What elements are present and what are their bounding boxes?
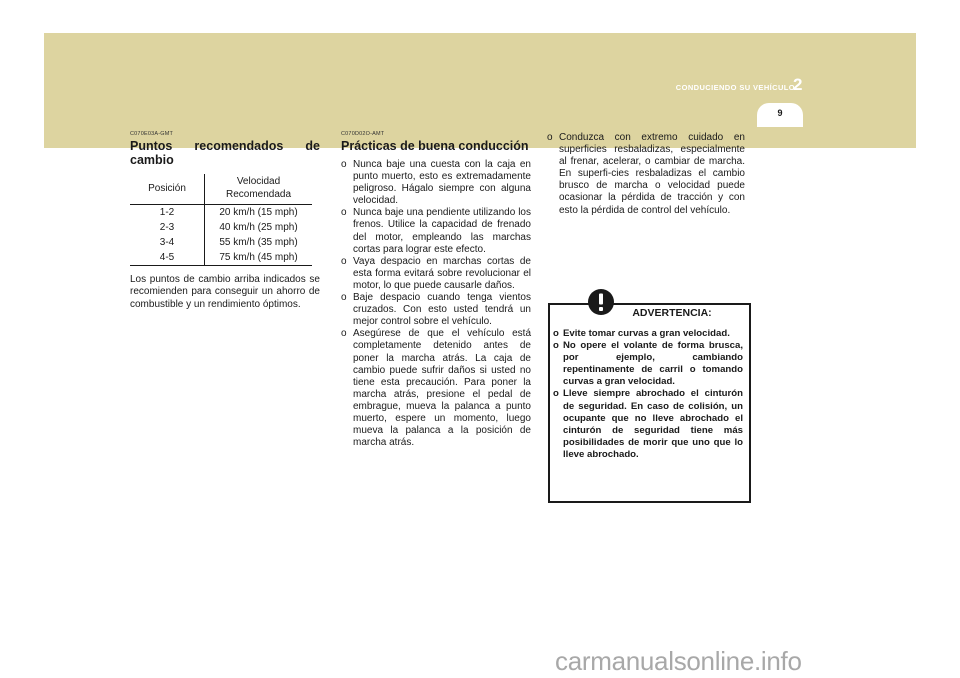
page-number: 9	[777, 108, 783, 118]
gear-section	[130, 131, 320, 311]
cell-position: 4-5	[130, 250, 205, 266]
list-item-text: Baje despacio cuando tenga vientos cruzados. Con esto usted tendrá un mejor control sobre el vehículo.	[353, 292, 531, 328]
cell-speed: 55 km/h (35 mph)	[219, 237, 298, 248]
table-row	[130, 205, 312, 221]
bullet-marker: o	[553, 328, 559, 339]
watermark: carmanualsonline.info	[555, 646, 802, 676]
table-row	[130, 235, 312, 250]
list-item	[341, 328, 531, 449]
list-item-text: Conduzca con extremo cuidado en superficies resbaladizas, especialmente al frenar, acelerar, o cambiar de marcha. En superfi-cies resbaladizas el cambio brusco de marcha o velocidad puede ocasionar la pérdida de tracción y con esto la pérdida de control del vehículo.	[559, 132, 745, 216]
practices-list	[341, 159, 531, 449]
section-title: Prácticas de buena conducción	[341, 139, 529, 153]
list-item-text: Nunca baje una cuesta con la caja en punto muerto, esto es extremadamente peligroso. Hágalo siempre con alguna velocidad.	[353, 159, 531, 207]
gear-note: Los puntos de cambio arriba indicados se recomienden para conseguir un ahorro de combustible y un rendimiento óptimos.	[130, 274, 320, 310]
cell-speed: 40 km/h (25 mph)	[219, 222, 298, 233]
list-item-text: No opere el volante de forma brusca, por ejemplo, cambiando repentinamente de carril o tomando curvas a gran velocidad.	[563, 340, 743, 388]
table-row	[130, 250, 312, 266]
list-item	[553, 388, 743, 461]
list-item	[553, 328, 743, 340]
list-item	[341, 159, 531, 207]
list-item-text: Nunca baje una pendiente utilizando los frenos. Utilice la capacidad de frenado del motor, empleando las marchas cortas para lograr este efecto.	[353, 207, 531, 255]
practices-list-continued	[547, 132, 745, 217]
chapter-title: CONDUCIENDO SU VEHÍCULO	[675, 83, 795, 92]
list-item	[341, 207, 531, 255]
cell-position: 2-3	[130, 220, 205, 235]
list-item-text: Lleve siempre abrochado el cinturón de seguridad. En caso de colisión, un ocupante que no lleve abrochado el cinturón de seguridad tiene más posibilidades de morir que uno que lo lleve abrochado.	[563, 388, 743, 460]
header-speed: Velocidad Recomendada	[225, 176, 292, 200]
list-item	[341, 256, 531, 292]
bullet-marker: o	[341, 207, 347, 219]
header-position: Posición	[130, 174, 205, 205]
list-item	[341, 292, 531, 328]
warning-list-wrap	[553, 322, 743, 461]
list-item-text: Asegúrese de que el vehículo está completamente detenido antes de poner la marcha atrás. La caja de cambio puede sufrir daños si usted no tiene esta precaución. Para poner la marcha atrás, presione el pedal de embrague, mueva la palanca a punto muerto, espere un momento, luego mueva la palanca a la posición de marcha atrás.	[353, 328, 531, 449]
table-row	[130, 220, 312, 235]
bullet-marker: o	[547, 132, 553, 143]
practices-section	[341, 131, 531, 449]
bullet-marker: o	[341, 159, 347, 170]
list-item	[547, 132, 745, 217]
section-title: Puntos recomendados de cambio	[130, 139, 320, 167]
section-code: C070D02O-AMT	[341, 131, 385, 137]
cell-speed: 75 km/h (45 mph)	[205, 250, 313, 266]
practices-continued	[547, 130, 745, 217]
list-item-text: Evite tomar curvas a gran velocidad.	[563, 328, 730, 339]
bullet-marker: o	[553, 340, 559, 352]
bullet-marker: o	[553, 388, 559, 400]
bullet-marker: o	[341, 255, 347, 267]
cell-speed: 20 km/h (15 mph)	[205, 205, 313, 221]
list-item	[553, 340, 743, 388]
bullet-marker: o	[341, 328, 347, 340]
warning-list	[553, 328, 743, 461]
section-code: C070E03A-GMT	[130, 131, 174, 137]
bullet-marker: o	[341, 292, 347, 304]
table-header-row	[130, 174, 312, 205]
cell-position: 1-2	[130, 205, 205, 221]
list-item-text: Vaya despacio en marchas cortas de esta forma evitará sobre revolucionar el motor, lo que puede causarle daños.	[353, 255, 531, 291]
cell-position: 3-4	[130, 235, 205, 250]
chapter-number: 2	[793, 75, 803, 94]
gear-table	[130, 174, 312, 266]
warning-title: ADVERTENCIA:	[632, 307, 712, 319]
